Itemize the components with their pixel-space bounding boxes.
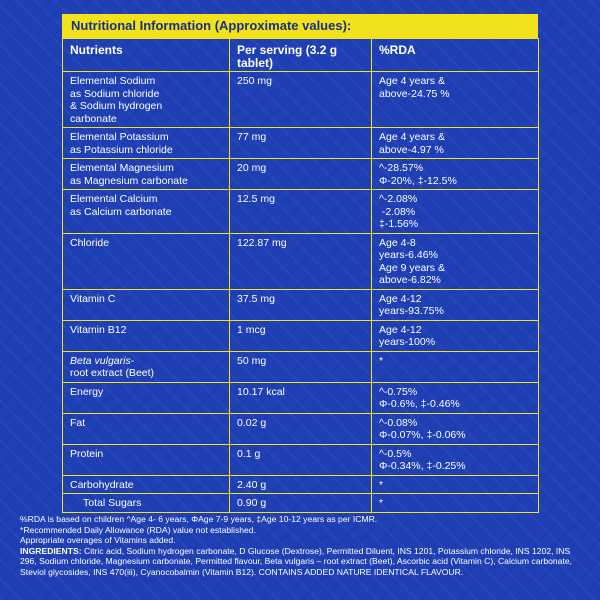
nutrition-table <box>62 38 539 513</box>
amount-per-serving: 77 mg <box>230 128 372 159</box>
nutrient-name <box>63 320 230 351</box>
ingredients <box>20 546 582 578</box>
amount-per-serving: 20 mg <box>230 159 372 190</box>
rda-value <box>372 128 539 159</box>
amount-per-serving: 37.5 mg <box>230 289 372 320</box>
rda-value <box>372 320 539 351</box>
amount-per-serving: 0.90 g <box>230 494 372 513</box>
table-header-row <box>63 39 539 72</box>
nutrient-name <box>63 233 230 289</box>
table-row <box>63 128 539 159</box>
header-nutrients: Nutrients <box>63 39 230 72</box>
table-row <box>63 159 539 190</box>
rda-line: Age 4-12 <box>379 323 422 336</box>
table-row <box>63 494 539 513</box>
footnote-rda-basis: %RDA is based on children ^Age 4- 6 years, ΦAge 7-9 years, ‡Age 10-12 years as per ICMR. <box>20 514 378 524</box>
nutrient-name-line: - <box>130 354 135 367</box>
ingredients-label: INGREDIENTS: <box>20 545 82 556</box>
amount-per-serving: 2.40 g <box>230 475 372 494</box>
rda-value <box>372 190 539 234</box>
header-rda: %RDA <box>372 39 539 72</box>
rda-line: years-6.46% <box>379 249 438 261</box>
ingredients-text: Citric acid, Sodium hydrogen carbonate, D Glucose (Dextrose), Permitted Diluent, INS 1201, Potassium chloride, INS 1202, INS 296, Sodium chloride, Magnesium carbonate, Permitted flavour, Beta vulgaris – root extract (Beet), Ascorbic acid (Vitamin C), Calcium carbonate, Steviol glycosides, INS 470(iii), Cyanocobalmin (Vitamin B12). CONTAINS ADDED NATURE IDENTICAL FLAVOUR. <box>20 545 573 577</box>
nutrient-name <box>63 494 230 513</box>
rda-line: ^-28.57% <box>379 162 424 174</box>
amount-per-serving: 10.17 kcal <box>230 382 372 413</box>
amount-per-serving: 0.02 g <box>230 413 372 444</box>
rda-line: years-93.75% <box>379 305 444 317</box>
nutrient-name <box>63 128 230 159</box>
nutrient-name-italic: Beta vulgaris <box>70 354 131 367</box>
rda-line: Φ-0.6%, ‡-0.46% <box>379 398 460 410</box>
footnote-rda-not-established: *Recommended Daily Allowance (RDA) value not established. <box>20 524 256 535</box>
nutrient-name-line: & Sodium hydrogen <box>70 100 163 112</box>
rda-line: ^-0.75% <box>379 385 418 398</box>
rda-value <box>372 382 539 413</box>
table-row <box>63 72 539 128</box>
rda-line: Φ-0.34%, ‡-0.25% <box>379 460 466 472</box>
nutrition-title: Nutritional Information (Approximate values): <box>62 14 538 38</box>
nutrient-name-line: Elemental Sodium <box>70 75 156 87</box>
nutrient-name-line: as Calcium carbonate <box>70 205 172 218</box>
rda-value <box>372 475 539 494</box>
nutrient-name-line: as Sodium chloride <box>70 87 160 100</box>
rda-value <box>372 351 539 382</box>
rda-value <box>372 159 539 190</box>
rda-line: Age 4-12 <box>379 292 422 305</box>
rda-line: Age 9 years & <box>379 261 445 274</box>
nutrient-name <box>63 475 230 494</box>
rda-line: * <box>379 478 384 491</box>
nutrient-name-line: Elemental Potassium <box>70 131 169 143</box>
table-row <box>63 320 539 351</box>
rda-line: ‡-1.56% <box>379 218 419 230</box>
nutrient-name-line: Total Sugars <box>83 497 142 509</box>
nutrient-name <box>63 159 230 190</box>
nutrient-name <box>63 72 230 128</box>
table-body <box>63 72 539 513</box>
rda-value <box>372 444 539 475</box>
rda-line: Age 4 years & <box>379 131 445 143</box>
table-row <box>63 444 539 475</box>
rda-line: Age 4-8 <box>379 236 416 249</box>
footnotes <box>20 514 582 578</box>
header-per-serving: Per serving (3.2 g tablet) <box>230 39 372 72</box>
rda-line: above-24.75 % <box>379 87 450 100</box>
table-row <box>63 190 539 234</box>
table-row <box>63 351 539 382</box>
amount-per-serving: 50 mg <box>230 351 372 382</box>
nutrient-name <box>63 413 230 444</box>
rda-value <box>372 413 539 444</box>
amount-per-serving: 12.5 mg <box>230 190 372 234</box>
amount-per-serving: 250 mg <box>230 72 372 128</box>
nutrient-name-line: as Magnesium carbonate <box>70 174 188 187</box>
nutrition-panel <box>62 14 538 513</box>
nutrient-name <box>63 190 230 234</box>
nutrient-name-line: Elemental Calcium <box>70 193 158 205</box>
rda-value <box>372 494 539 513</box>
rda-line: * <box>379 497 384 509</box>
rda-line: * <box>379 354 384 367</box>
nutrient-name-line: Energy <box>70 385 104 398</box>
rda-value <box>372 72 539 128</box>
amount-per-serving: 1 mcg <box>230 320 372 351</box>
rda-line: Φ-20%, ‡-12.5% <box>379 174 457 187</box>
nutrient-name-line: Carbohydrate <box>70 478 134 491</box>
rda-line: above-6.82% <box>379 274 441 286</box>
nutrient-name-line: Vitamin B12 <box>70 323 127 336</box>
nutrient-name <box>63 289 230 320</box>
nutrient-name-line: Vitamin C <box>70 292 116 305</box>
nutrient-name-line: carbonate <box>70 112 117 125</box>
nutrient-name-line: Fat <box>70 416 86 429</box>
table-row <box>63 382 539 413</box>
table-row <box>63 413 539 444</box>
nutrient-name-line: Protein <box>70 447 104 460</box>
footnote-overages: Appropriate overages of Vitamins added. <box>20 535 176 546</box>
rda-line: ^-2.08% <box>379 193 418 205</box>
amount-per-serving: 0.1 g <box>230 444 372 475</box>
rda-line: Age 4 years & <box>379 75 445 87</box>
nutrient-name-line: Chloride <box>70 236 110 249</box>
rda-line: Φ-0.07%, ‡-0.06% <box>379 429 466 441</box>
rda-line: ^-0.5% <box>379 447 412 460</box>
rda-value <box>372 289 539 320</box>
nutrient-name-line: as Potassium chloride <box>70 143 173 156</box>
rda-line: ^-0.08% <box>379 416 418 429</box>
rda-line: above-4.97 % <box>379 143 444 156</box>
nutrient-name <box>63 351 230 382</box>
table-row <box>63 233 539 289</box>
nutrient-name-line: root extract (Beet) <box>70 367 155 379</box>
table-row <box>63 289 539 320</box>
rda-line: years-100% <box>379 336 436 348</box>
rda-line: -2.08% <box>379 205 416 218</box>
table-row <box>63 475 539 494</box>
nutrient-name <box>63 444 230 475</box>
rda-value <box>372 233 539 289</box>
nutrient-name <box>63 382 230 413</box>
nutrient-name-line: Elemental Magnesium <box>70 162 174 174</box>
amount-per-serving: 122.87 mg <box>230 233 372 289</box>
